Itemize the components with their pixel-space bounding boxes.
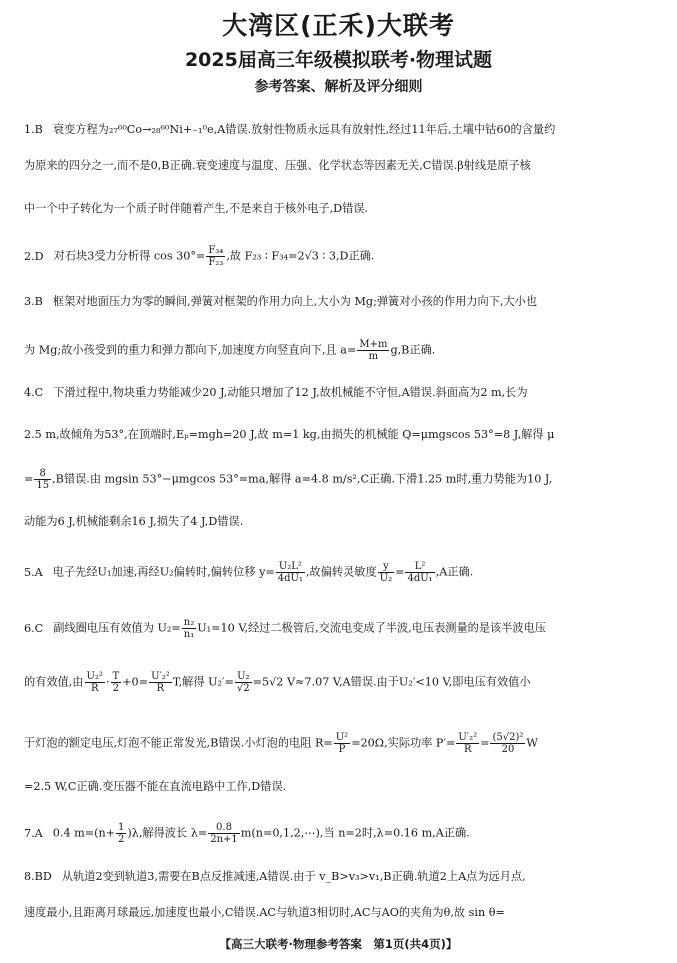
q3-number: 3.B <box>24 295 43 308</box>
q1-line-1: 1.B 衰变方程为₂₇⁶⁰Co→₂₈⁶⁰Ni+₋₁⁰e,A错误.放射性物质永远具有放射性,经过11年后,土壤中钴60的含量约 <box>24 123 556 136</box>
q8-line-1: 8.BD 从轨道2变到轨道3,需要在B点反推减速,A错误.由于 v_B>v₃>v₁,B正确.轨道2上A点为远月点, <box>24 870 526 883</box>
q6-fraction-3: $\frac{T}{2}$ <box>112 671 120 694</box>
q3-line-1: 3.B 框架对地面压力为零的瞬间,弹簧对框架的作用力向上,大小为 Mg;弹簧对小孩的作用力向下,大小也 <box>24 295 538 308</box>
q4-line-4: 动能为6 J,机械能剩余16 J,损失了4 J,D错误. <box>24 515 244 528</box>
q5-number: 5.A <box>24 565 43 579</box>
q6-fraction-8: $\frac{\text{(5√2)²}}{20}$ <box>492 732 524 755</box>
q7-number: 7.A <box>24 826 43 840</box>
q2-line-1: 2.D 对石块3受力分析得 cos 30°= $\frac{\text{F₃₄}}{\text{F₂₃}}$ ,故 F₂₃ ∶ F₃₄=2√3 ∶ 3,D正确. <box>24 245 375 268</box>
q1-number: 1.B <box>24 123 43 136</box>
q5-fraction-1: $\frac{\text{U₂L²}}{\text{4dU₁}}$ <box>277 561 303 584</box>
q6-fraction-7: $\frac{\text{U′₂²}}{R}$ <box>458 732 478 755</box>
q1-line-3: 中一个中子转化为一个质子时伴随着产生,不是来自于核外电子,D错误. <box>24 202 369 215</box>
exam-subtitle: 2025届高三年级模拟联考·物理试题 <box>184 49 493 71</box>
q4-line-1: 4.C 下滑过程中,物块重力势能减少20 J,动能只增加了12 J,故机械能不守恒,A错误.斜面高为2 m,长为 <box>24 386 528 399</box>
q3-line-2: 为 Mg;故小孩受到的重力和弹力都向下,加速度方向竖直向下,且 a= $\frac{M+m}{m}$ g,B正确. <box>24 339 436 362</box>
q6-line-2: 的有效值,由 $\frac{\text{U₂²}}{R}$ · $\frac{T}{2}$ +0= $\frac{\text{U′₂²}}{R}$ T,解得 U₂′= $\frac{\text{U₂}}{√2}$ =5√2 V≈7.07 V,A错误.由于U₂′<10 V,即电压有效值小 <box>24 671 531 694</box>
q6-number: 6.C <box>24 621 44 635</box>
q5-line-1: 5.A 电子先经U₁加速,再经U₂偏转时,偏转位移 y= $\frac{\text{U₂L²}}{\text{4dU₁}}$ ,故偏转灵敏度 $\frac{y}{\text{U₂}}$ = $\frac{\text{L²}}{\text{4dU₁}}$ ,A正确. <box>24 561 474 584</box>
q4-number: 4.C <box>24 386 44 399</box>
q7-line-1: 7.A 0.4 m=(n+ $\frac{1}{2}$ )λ,解得波长 λ= $\frac{0.8}{2n+1}$ m(n=0,1,2,⋯),当 n=2时,λ=0.16 m,A正确. <box>24 822 470 845</box>
q6-fraction-2: $\frac{\text{U₂²}}{R}$ <box>86 671 103 694</box>
q1-decay-equation: ₂₇⁶⁰Co→₂₈⁶⁰Ni+₋₁⁰e <box>108 123 214 136</box>
q2-number: 2.D <box>24 249 44 263</box>
q4-line-2: 2.5 m,故倾角为53°,在顶端时,Eₚ=mgh=20 J,故 m=1 kg,由损失的机械能 Q=μmgscos 53°=8 J,解得 μ <box>24 428 555 441</box>
q4-fraction: $\frac{8}{15}$ <box>36 468 50 491</box>
exam-title: 大湾区(正禾)大联考 <box>222 11 455 40</box>
answer-key-heading: 参考答案、解析及评分细则 <box>254 79 423 95</box>
q6-fraction-6: $\frac{\text{U²}}{P}$ <box>335 732 349 755</box>
page-footer: 【高三大联考·物理参考答案 第1页(共4页)】 <box>219 937 458 951</box>
q7-fraction-2: $\frac{0.8}{2n+1}$ <box>210 822 238 845</box>
q6-line-1: 6.C 副线圈电压有效值为 U₂= $\frac{\text{n₂}}{\text{n₁}}$ U₁=10 V,经过二极管后,交流电变成了半波,电压表测量的是该半波电压 <box>24 617 546 640</box>
q6-fraction-1: $\frac{\text{n₂}}{\text{n₁}}$ <box>183 617 195 640</box>
q4-line-3: = $\frac{8}{15}$ ,B错误.由 mgsin 53°−μmgcos 53°=ma,解得 a=4.8 m/s²,C正确.下滑1.25 m时,重力势能为10 J, <box>24 468 553 491</box>
q6-fraction-4: $\frac{\text{U′₂²}}{R}$ <box>151 671 170 694</box>
q6-line-4: =2.5 W,C正确.变压器不能在直流电路中工作,D错误. <box>24 780 287 793</box>
q8-line-2: 速度最小,且距离月球最远,加速度也最小,C错误.AC与轨道3相切时,AC与AO的夹角为θ,故 sin θ= <box>24 906 505 919</box>
q6-fraction-5: $\frac{\text{U₂}}{√2}$ <box>236 671 250 694</box>
q8-number: 8.BD <box>24 870 52 883</box>
q6-line-3: 于灯泡的额定电压,灯泡不能正常发光,B错误.小灯泡的电阻 R= $\frac{\text{U²}}{P}$ =20Ω,实际功率 P′= $\frac{\text{U′₂²}}{R}$ = $\frac{\text{(5√2)²}}{20}$ W <box>24 732 538 755</box>
q2-fraction: $\frac{\text{F₃₄}}{\text{F₂₃}}$ <box>208 245 224 268</box>
q7-fraction-1: $\frac{1}{2}$ <box>118 822 125 845</box>
q5-fraction-3: $\frac{\text{L²}}{\text{4dU₁}}$ <box>407 561 433 584</box>
q5-fraction-2: $\frac{y}{\text{U₂}}$ <box>379 561 393 584</box>
q1-line-2: 为原来的四分之一,而不是0,B正确.衰变速度与温度、压强、化学状态等因素无关,C错误.β射线是原子核 <box>24 159 531 172</box>
q3-fraction: $\frac{M+m}{m}$ <box>359 339 388 362</box>
